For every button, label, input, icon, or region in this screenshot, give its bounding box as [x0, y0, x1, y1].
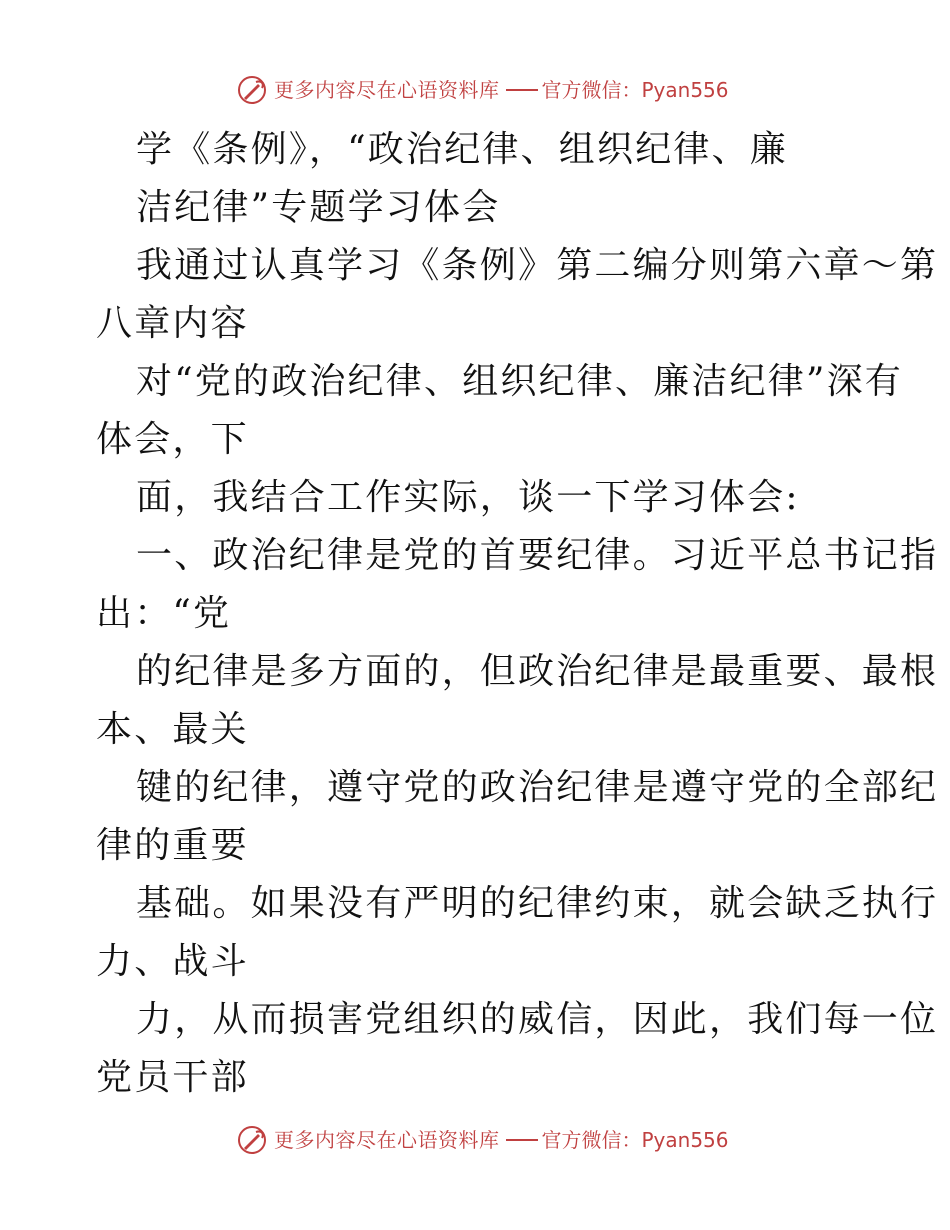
watermark-dash: [506, 89, 538, 91]
quill-pen-icon: [236, 1124, 268, 1156]
paragraph-line: 面，我结合工作实际，谈一下学习体会:: [136, 477, 800, 518]
quill-pen-icon: [236, 74, 268, 106]
paragraph-line: 我通过认真学习《条例》第二编分则第六章～第: [136, 245, 939, 286]
paragraph-line: 出：“党: [96, 593, 232, 634]
paragraph-line: 律的重要: [96, 825, 249, 866]
watermark-contact: 官方微信：Pyan556: [541, 78, 729, 102]
paragraph-line: 党员干部: [96, 1057, 249, 1098]
footer-watermark: [236, 1122, 756, 1158]
document-title-line-1: 学《条例》，“政治纪律、组织纪律、廉: [136, 129, 789, 170]
paragraph-line: 体会，下: [96, 419, 249, 460]
paragraph-line: 键的纪律，遵守党的政治纪律是遵守党的全部纪: [136, 767, 939, 808]
watermark-title: 更多内容尽在心语资料库: [274, 78, 500, 102]
paragraph-line: 的纪律是多方面的，但政治纪律是最重要、最根: [136, 651, 939, 692]
watermark-dash: [506, 1139, 538, 1141]
paragraph-line: 八章内容: [96, 303, 249, 344]
paragraph-line: 力、战斗: [96, 941, 249, 982]
document-title-line-2: 洁纪律”专题学习体会: [136, 187, 501, 228]
paragraph-line: 本、最关: [96, 709, 249, 750]
paragraph-line: 一、政治纪律是党的首要纪律。习近平总书记指: [136, 535, 939, 576]
paragraph-line: 基础。如果没有严明的纪律约束，就会缺乏执行: [136, 883, 939, 924]
header-watermark: [236, 72, 756, 108]
paragraph-line: 对“党的政治纪律、组织纪律、廉洁纪律”深有: [136, 361, 904, 402]
watermark-contact: 官方微信：Pyan556: [541, 1128, 729, 1152]
paragraph-line: 力，从而损害党组织的威信，因此，我们每一位: [136, 999, 939, 1040]
watermark-title: 更多内容尽在心语资料库: [274, 1128, 500, 1152]
